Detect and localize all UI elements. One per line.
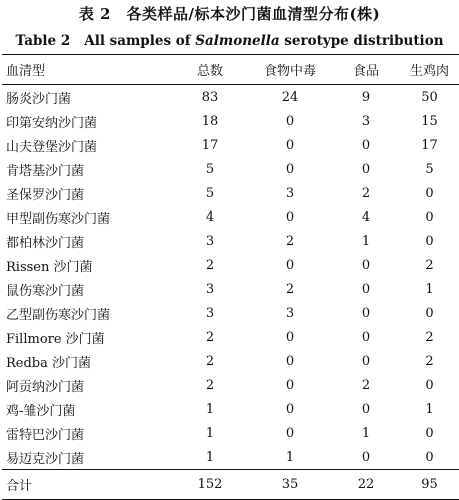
total-food: 22 xyxy=(357,477,375,492)
cell-food: 0 xyxy=(361,161,371,177)
total-raw-chicken: 95 xyxy=(421,477,438,492)
cell-food-poisoning: 0 xyxy=(285,401,295,417)
cell-food-poisoning: 3 xyxy=(285,305,295,321)
cell-food: 0 xyxy=(361,329,371,345)
table-row xyxy=(2,349,459,373)
cell-food: 0 xyxy=(361,449,371,465)
cell-serotype: Fillmore 沙门菌 xyxy=(6,331,105,347)
cell-serotype: 肯塔基沙门菌 xyxy=(6,163,85,179)
cell-total: 2 xyxy=(205,377,215,393)
cell-total: 83 xyxy=(201,89,219,105)
serotype-distribution-table xyxy=(2,54,459,500)
cell-raw-chicken: 50 xyxy=(421,89,438,105)
cell-food-poisoning: 0 xyxy=(285,209,295,225)
cell-serotype: 甲型副伤寒沙门菌 xyxy=(6,211,111,227)
table-row xyxy=(2,109,459,133)
cell-food: 1 xyxy=(361,425,371,441)
cell-food-poisoning: 0 xyxy=(285,425,295,441)
cell-food: 4 xyxy=(361,209,371,225)
cell-raw-chicken: 0 xyxy=(425,185,434,201)
header-total: 总数 xyxy=(196,64,223,79)
cell-food-poisoning: 2 xyxy=(285,233,295,249)
table-row xyxy=(2,181,459,205)
cell-raw-chicken: 15 xyxy=(421,113,438,129)
cell-serotype: 阿贡纳沙门菌 xyxy=(6,379,85,395)
total-label: 合计 xyxy=(6,479,33,494)
cell-food-poisoning: 0 xyxy=(285,329,295,345)
cell-food-poisoning: 0 xyxy=(285,113,295,129)
cell-food: 0 xyxy=(361,353,371,369)
cell-total: 2 xyxy=(205,329,215,345)
cell-raw-chicken: 2 xyxy=(425,353,434,369)
table-row xyxy=(2,325,459,349)
cell-serotype: Rissen 沙门菌 xyxy=(6,259,93,275)
cell-serotype: 都柏林沙门菌 xyxy=(6,235,85,251)
cell-total: 1 xyxy=(205,449,215,465)
cell-raw-chicken: 0 xyxy=(425,209,434,225)
cell-food: 1 xyxy=(361,233,371,249)
title-italic-genus: Salmonella xyxy=(195,33,280,49)
cell-raw-chicken: 0 xyxy=(425,305,434,321)
title-prefix: All samples of xyxy=(84,33,196,49)
table-row xyxy=(2,373,459,397)
cell-food: 0 xyxy=(361,137,371,153)
cell-total: 5 xyxy=(205,185,215,201)
cell-serotype: 肠炎沙门菌 xyxy=(6,91,72,107)
table-row xyxy=(2,445,459,470)
cell-food: 2 xyxy=(361,185,371,201)
title-suffix: serotype distribution xyxy=(279,33,444,49)
cell-raw-chicken: 2 xyxy=(425,257,434,273)
header-raw-chicken: 生鸡肉 xyxy=(409,64,449,79)
cell-raw-chicken: 0 xyxy=(425,377,434,393)
cell-total: 1 xyxy=(205,425,215,441)
cell-total: 5 xyxy=(205,161,215,177)
cell-raw-chicken: 1 xyxy=(425,401,434,417)
cell-serotype: 乙型副伤寒沙门菌 xyxy=(6,307,111,323)
cell-serotype: 易迈克沙门菌 xyxy=(6,451,85,467)
header-food: 食品 xyxy=(352,64,379,79)
table-row xyxy=(2,205,459,229)
cell-food-poisoning: 0 xyxy=(285,257,295,273)
cell-total: 3 xyxy=(205,233,215,249)
cell-food-poisoning: 1 xyxy=(285,449,295,465)
cell-food: 0 xyxy=(361,401,371,417)
cell-serotype: 印第安纳沙门菌 xyxy=(6,115,98,131)
table-row xyxy=(2,253,459,277)
total-food-poisoning: 35 xyxy=(281,477,299,492)
table-row xyxy=(2,157,459,181)
total-count: 152 xyxy=(197,477,223,492)
cell-food: 0 xyxy=(361,305,371,321)
cell-food: 0 xyxy=(361,281,371,297)
cell-serotype: Redba 沙门菌 xyxy=(6,355,92,371)
table-body xyxy=(2,85,459,470)
cell-total: 4 xyxy=(205,209,215,225)
table-row xyxy=(2,85,459,110)
cell-raw-chicken: 17 xyxy=(421,137,438,153)
cell-raw-chicken: 5 xyxy=(425,161,434,177)
cell-total: 18 xyxy=(201,113,219,129)
table-row xyxy=(2,277,459,301)
header-food-poisoning: 食物中毒 xyxy=(263,64,316,79)
cell-serotype: 鸡-雏沙门菌 xyxy=(6,403,76,419)
cell-food: 2 xyxy=(361,377,371,393)
header-serotype: 血清型 xyxy=(6,64,46,79)
cell-food-poisoning: 24 xyxy=(281,89,299,105)
cell-food-poisoning: 2 xyxy=(285,281,295,297)
table-row xyxy=(2,133,459,157)
table-title-chinese: 表 2 各类样品/标本沙门菌血清型分布(株) xyxy=(78,5,381,23)
cell-serotype: 鼠伤寒沙门菌 xyxy=(6,283,85,299)
cell-raw-chicken: 0 xyxy=(425,233,434,249)
cell-total: 3 xyxy=(205,305,215,321)
cell-raw-chicken: 0 xyxy=(425,425,434,441)
cell-total: 17 xyxy=(201,137,219,153)
table-row xyxy=(2,421,459,445)
table-title-english xyxy=(0,32,459,50)
cell-raw-chicken: 1 xyxy=(425,281,434,297)
cell-raw-chicken: 0 xyxy=(425,449,434,465)
total-row xyxy=(2,470,459,500)
table-row xyxy=(2,229,459,253)
cell-food: 0 xyxy=(361,257,371,273)
cell-total: 2 xyxy=(205,257,215,273)
table-number-label: Table 2 xyxy=(15,33,71,49)
cell-food-poisoning: 3 xyxy=(285,185,295,201)
table-row xyxy=(2,397,459,421)
cell-total: 2 xyxy=(205,353,215,369)
cell-serotype: 圣保罗沙门菌 xyxy=(6,187,85,203)
cell-food: 9 xyxy=(361,89,371,105)
cell-food-poisoning: 0 xyxy=(285,161,295,177)
cell-total: 3 xyxy=(205,281,215,297)
cell-food-poisoning: 0 xyxy=(285,137,295,153)
cell-serotype: 雷特巴沙门菌 xyxy=(6,427,85,443)
header-row xyxy=(2,55,459,85)
cell-food-poisoning: 0 xyxy=(285,377,295,393)
table-row xyxy=(2,301,459,325)
cell-food: 3 xyxy=(361,113,371,129)
cell-total: 1 xyxy=(205,401,215,417)
cell-raw-chicken: 2 xyxy=(425,329,434,345)
cell-food-poisoning: 0 xyxy=(285,353,295,369)
cell-serotype: 山夫登堡沙门菌 xyxy=(6,139,98,155)
